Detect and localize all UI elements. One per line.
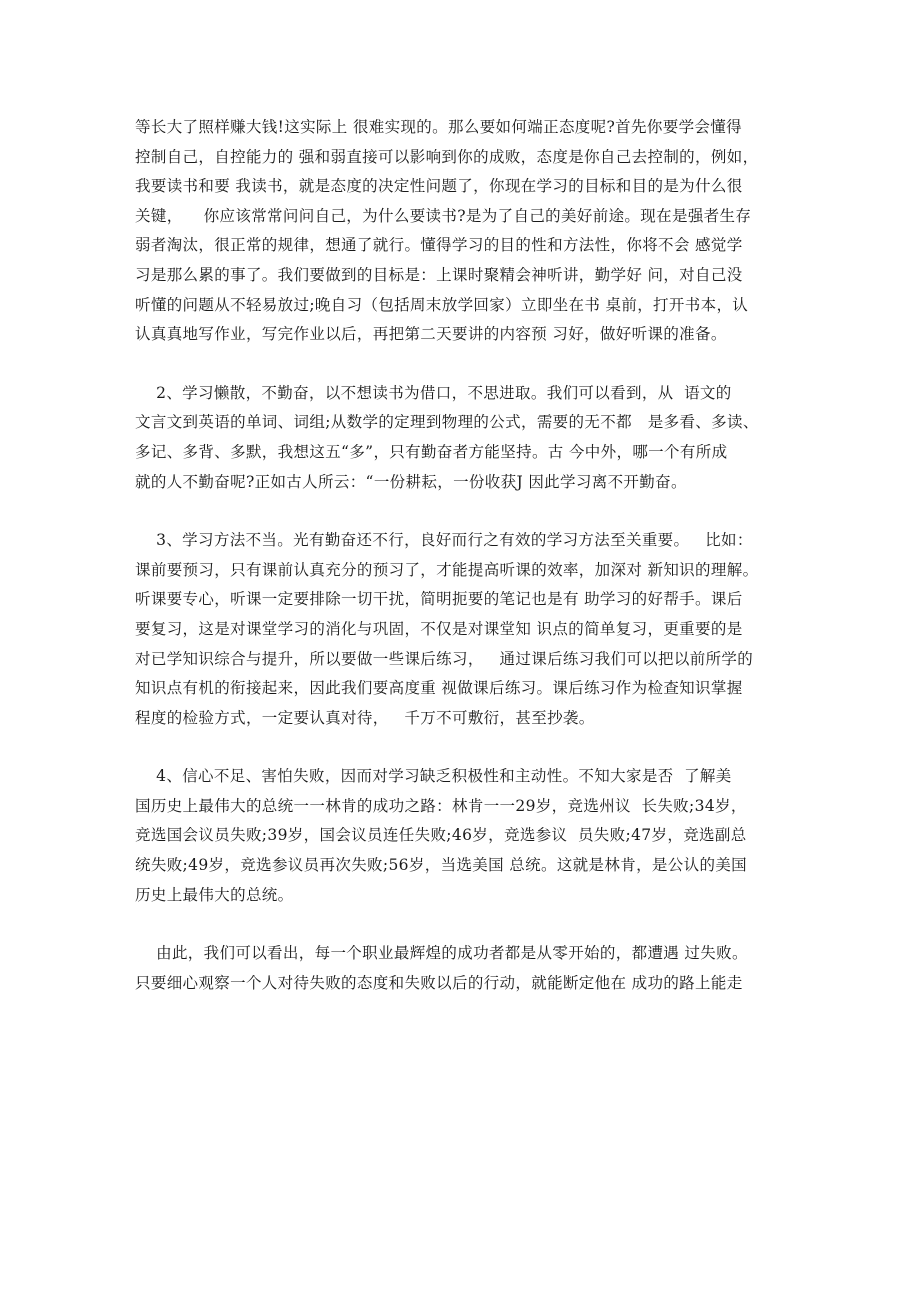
text-line: 等长大了照样赚大钱!这实际上 很难实现的。那么要如何端正态度呢?首先你要学会懂得 [135,118,742,136]
text-line: 知识点有机的衔接起来，因此我们要高度重 视做课后练习。课后练习作为检查知识掌握 [135,679,743,698]
text-line: 统失败;49岁，竞选参议员再次失败;56岁，当选美国 总统。这就是林肯，是公认的美国 [135,856,748,875]
text-line: 程度的检验方式，一定要认真对待， 千万不可敷衍，甚至抄袭。 [135,708,595,727]
text-line: 弱者淘汰，很正常的规律，想通了就行。懂得学习的目的性和方法性，你将不会 感觉学 [135,236,743,255]
text-line: 听懂的问题从不轻易放过;晚自习（包括周末放学回家）立即坐在书 桌前，打开书本，认 [135,295,749,314]
text-line: 由此，我们可以看出，每一个职业最辉煌的成功者都是从零开始的，都遭遇 过失败。 [135,944,748,963]
text-line: 竞选国会议员失败;39岁，国会议员连任失败;46岁，竞选参议 员失败;47岁，竞选副总 [135,826,747,845]
text-line: 控制自己，自控能力的 强和弱直接可以影响到你的成败，态度是你自己去控制的，例如， [135,147,759,166]
paragraph [135,939,795,998]
text-line: 历史上最伟大的总统。 [135,885,294,904]
text-line: 课前要预习，只有课前认真充分的预习了，才能提高听课的效率，加深对 新知识的理解。 [135,560,759,579]
text-line: 文言文到英语的单词、词组;从数学的定理到物理的公式，需要的无不都 是多看、多读、 [135,413,759,432]
text-line: 国历史上最伟大的总统一一林肯的成功之路：林肯一一29岁，竞选州议 长失败;34岁， [135,796,747,815]
text-line: 2、学习懒散，不勤奋，以不想读书为借口，不思进取。我们可以看到，从 语文的 [135,383,732,402]
text-line: 多记、多背、多默，我想这五“多”，只有勤奋者方能坚持。古 今中外，哪一个有所成 [135,442,728,461]
text-line: 只要细心观察一个人对待失败的态度和失败以后的行动，就能断定他在 成功的路上能走 [135,973,743,992]
text-line: 习是那么累的事了。我们要做到的目标是：上课时聚精会神听讲，勤学好 问，对自己没 [135,265,743,284]
text-line: 对已学知识综合与提升，所以要做一些课后练习， 通过课后练习我们可以把以前所学的 [135,649,754,668]
text-line: 就的人不勤奋呢?正如古人所云：“一份耕耘，一份收获J 因此学习离不开勤奋。 [135,472,687,491]
text-line: 要复习，这是对课堂学习的消化与巩固，不仅是对课堂知 识点的简单复习，更重要的是 [135,619,743,638]
text-line: 听课要专心，听课一定要排除一切干扰，简明扼要的笔记也是有 助学习的好帮手。课后 [135,590,743,609]
paragraph [135,379,795,497]
paragraph [135,113,795,350]
text-line: 认真真地写作业，写完作业以后，再把第二天要讲的内容预 习好，做好听课的准备。 [135,325,727,344]
text-line: 我要读书和要 我读书，就是态度的决定性问题了，你现在学习的目标和目的是为什么很 [135,177,743,196]
document-page [135,113,795,1027]
paragraph [135,526,795,733]
paragraph [135,762,795,910]
text-line: 关键， 你应该常常问问自己，为什么要读书?是为了自己的美好前途。现在是强者生存 [135,206,752,225]
text-line: 4、信心不足、害怕失败，因而对学习缺乏积极性和主动性。不知大家是否 了解美 [135,767,732,786]
text-line: 3、学习方法不当。光有勤奋还不行，良好而行之有效的学习方法至关重要。 比如： [135,531,753,550]
